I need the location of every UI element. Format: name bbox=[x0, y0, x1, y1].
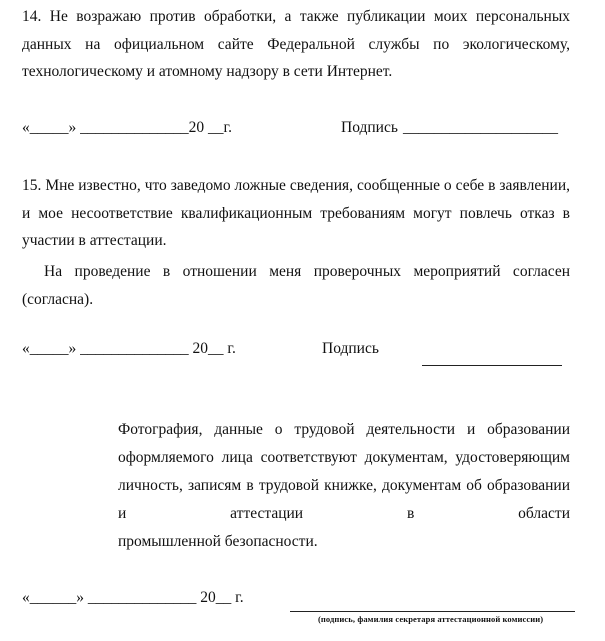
secretary-signature-line bbox=[290, 611, 575, 612]
photo-verification-body: Фотография, данные о трудовой деятельности и образовании оформляемого лица соответствуют документам, удостоверяющим личность, записям в трудовой книжке, документам об образовании и аттестации в области bbox=[118, 421, 570, 522]
signature-line-2 bbox=[422, 365, 562, 366]
photo-verification-text bbox=[118, 416, 570, 556]
date-field-2: «_____» ______________ 20__ г. bbox=[22, 340, 236, 357]
consent-text: На проведение в отношении меня проверочных мероприятий согласен (согласна). bbox=[22, 263, 570, 308]
photo-verification-last-line: промышленной безопасности. bbox=[118, 533, 318, 550]
secretary-signature-caption: (подпись, фамилия секретаря аттестационной комиссии) bbox=[318, 614, 544, 624]
signature-blank-1: ____________________ bbox=[403, 119, 558, 136]
date-field-3: «______» ______________ 20__ г. bbox=[22, 589, 244, 606]
signature-label-2: Подпись bbox=[322, 340, 379, 357]
item-14-text: 14. Не возражаю против обработки, а также публикации моих персональных данных на официальном сайте Федеральной службы по экологическому, технологическому и атомному надзору в сети Интернет. bbox=[22, 8, 570, 80]
signature-label-1: Подпись bbox=[341, 119, 398, 136]
date-field-1: «_____» ______________20 __г. bbox=[22, 119, 232, 136]
item-15-text: 15. Мне известно, что заведомо ложные сведения, сообщенные о себе в заявлении, и мое несоответствие квалификационным требованиям могут повлечь отказ в участии в аттестации. bbox=[22, 177, 570, 249]
